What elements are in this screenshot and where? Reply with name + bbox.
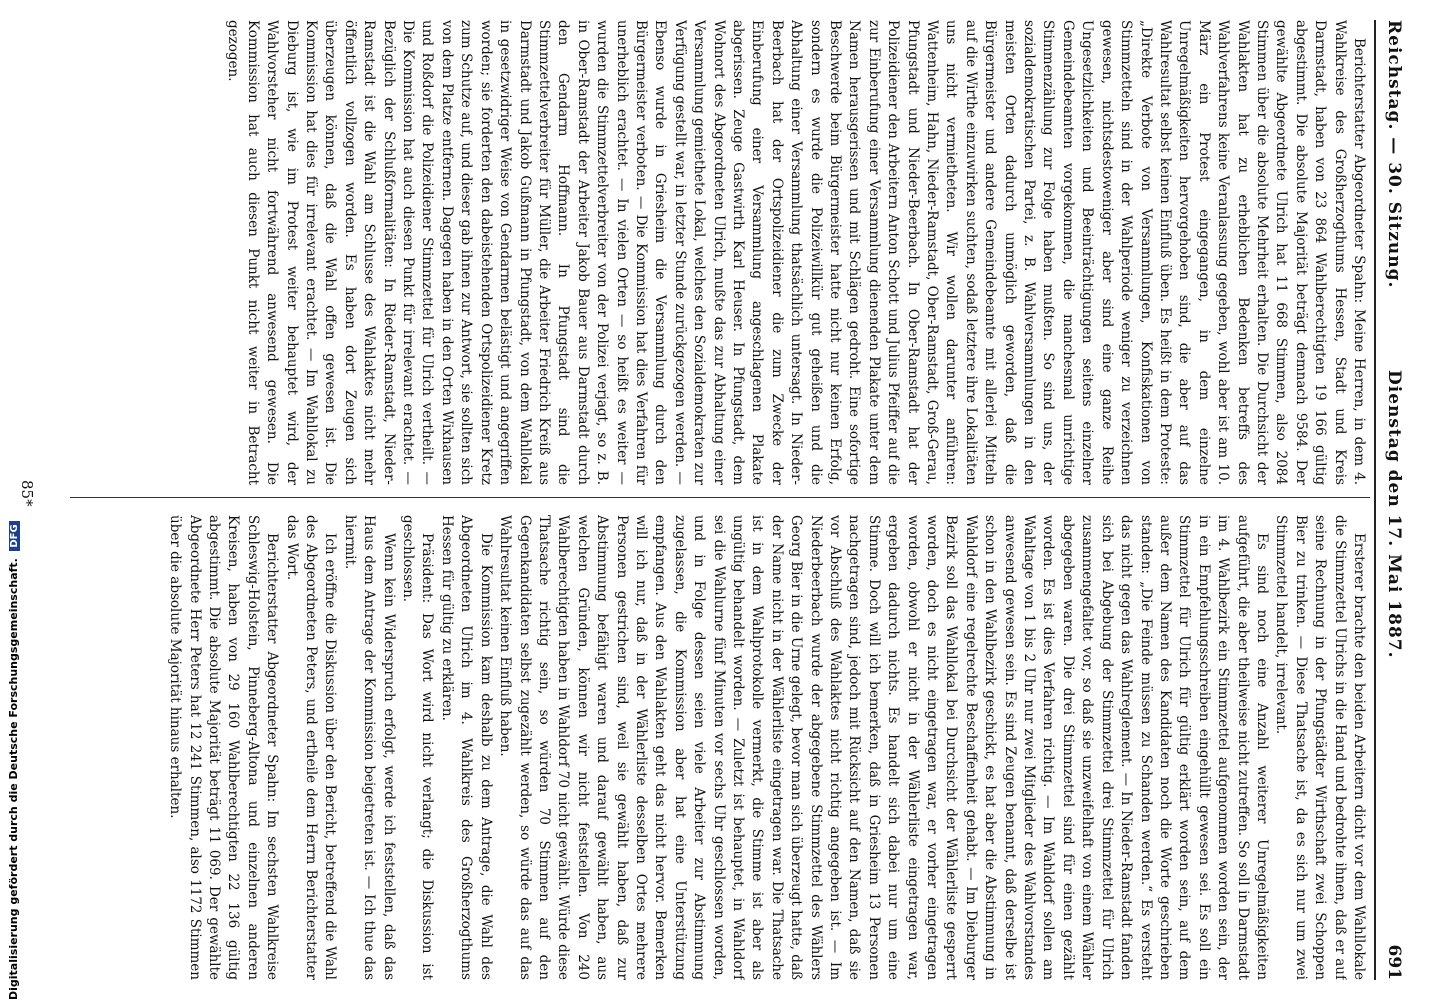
paragraph: Die Kommission kam deshalb zu dem Antrage, die Wahl des Abgeordneten Ulrich im 4. Wahlkreis des Großherzogthums Hessen für gültig zu erklären. — [438, 515, 494, 980]
paragraph: Wenn kein Widerspruch erfolgt, werde ich feststellen, daß das Haus dem Antrage der Kommission beigetreten ist. — Ich thue das hiermit. — [341, 515, 397, 980]
credit-text: Digitalisierung gefördert durch die Deutsche Forschungsgemeinschaft. — [7, 558, 20, 1000]
page-number: 691 — [1384, 944, 1404, 980]
header-date: Dienstag den 17. Mai 1887. — [1384, 370, 1404, 659]
header-left-title: Reichstag. — 30. Sitzung. — [1384, 20, 1404, 289]
signature-mark: 85* — [18, 480, 36, 507]
left-column — [72, 20, 1368, 485]
header-rule — [1374, 20, 1376, 980]
paragraph: Präsident: Das Wort wird nicht verlangt; die Diskussion ist geschlossen. — [400, 515, 436, 980]
paragraph: Es sind noch eine Anzahl weiterer Unregelmäßigkeiten aufgeführt, die aber theilweise nicht zutreffen. So soll in Darmstadt im 4. Wahlbezirk ein Stimmzettel aufgenommen worden sein, der in ein Empfehlungsschreiben eingehüllt gewesen sei. Es soll ein Stimmzettel für Ulrich für gültig erklärt worden sein, auf dem außer dem Namen des Kandidaten noch die Worte geschrieben standen: „Die Feinde müssen zu Schanden werden.“ Es versteht das nicht gegen das Wahlreglement. — In Nieder-Ramstadt fanden sich bei Abgebung der Stimmzettel drei Stimmzettel für Ulrich zusammengefaltet vor, so daß sie unzweifelhaft von einem Wähler abgegeben waren. Die drei Stimmzettel sind für einen gezählt worden. Es ist dies Verfahren richtig. — Im Wahldorf sollen am Wahltage von 1 bis 2 Uhr nur zwei Mitglieder des Wahlvorstandes anwesend gewesen sein. Es sind Zeugen benannt, daß derselbe ist schon in den Wahlbezirk geschickt, es hat aber die Abstimmung in Wahldorf eine regelrechte Beschaffenheit gehabt. — Im Dieburger Bezirk soll das Wahllokal bei Durchsicht der Wählerliste gesperrt worden, doch es nicht eingetragen war, er vorher eingetragen worden, obwohl er nicht in der Wählerliste eingetragen war, ergeben dadurch nichts. Es handelt sich dabei nur um eine Stimme. Doch will ich bemerken, daß in Griesheim 13 Personen nachgetragen sind, jedoch mit Rücksicht auf den Namen, daß sie vor Abschluß des Wahlaktes nicht richtig angegeben ist. — Im Niederbeerbach wurde der abgegebene Stimmzettel des Wählers Georg Bier in die Urne gelegt, bevor man sich überzeugt hatte, daß der Name nicht in der Wählerliste eingetragen war. Die Thatsache ist in dem Wahlprotokolle vermerkt, die Stimme ist aber als ungültig behandelt worden. — Zuletzt ist behauptet, in Wahldorf sei die Wahlurne fünf Minuten vor sechs Uhr geschlossen worden, und in Folge dessen seien viele Arbeiter zur Abstimmung zugelassen, die Kommission aber hat eine Unterstützung empfangen. Aus den Wahlakten geht das nicht hervor. Bemerken will ich nur, daß in der Wählerliste desselben Ortes mehrere Personen gestrichen sind, weil sie gewählt haben, daß zur Abstimmung befähigt waren und darauf gewählt haben, aus welchen Gründen, können wir nicht feststellen. Von 240 Wahlberechtigten haben in Wahldorf 70 nicht gewählt. Würde diese Thatsache richtig sein, so würden 70 Stimmen auf den Gegenkandidaten selbst zugezählt werden, so würde das auf das Wahlresultat keinen Einfluß haben. — [497, 515, 1270, 980]
paragraph: Berichterstatter Abgeordneter Spahn: Meine Herren, in dem 4. Wahlkreise des Großherzogthums Hessen, Stadt und Kreis Darmstadt, haben von 23 864 Wahlberechtigten 19 166 gültig abgestimmt. Die absolute Majorität beträgt demnach 9584. Der gewählte Abgeordnete Ulrich hat 11 668 Stimmen, also 2084 Stimmen über die absolute Mehrheit erhalten. Die Durchsicht der Wahlakten hat zu erheblichen Bedenken betreffs des Wahlverfahrens keine Veranlassung gegeben, wohl aber ist am 10. März ein Protest eingegangen, in dem einzelne Unregelmäßigkeiten hervorgehoben sind, die aber auf das Wahlresultat selbst keinen Einfluß üben. Es heißt in dem Proteste: „Direkte Verbote von Versammlungen, Konfiskationen von Stimmzetteln sind in der Wahlperiode weniger zu verzeichnen gewesen, nichtsdestoweniger aber sind eine ganze Reihe Ungesetzlichkeiten und Beeinträchtigungen seitens einzelner Gemeindebeamten vorgekommen, die manchesmal unrichtige Stimmenzählung zur Folge haben mußten. So sind uns, der sozialdemokratischen Partei, z. B. Wahlversammlungen in den meisten Orten dadurch unmöglich geworden, daß die Bürgermeister und andere Gemeindebeamte mit allerlei Mitteln auf die Wirthe einzuwirken suchten, sodaß letztere ihre Lokalitäten uns nicht vermietheten. Wir wollen darunter anführen: Wattenheim, Hahn, Nieder-Ramstadt, Ober-Ramstadt, Groß-Gerau, Pfungstadt und Nieder-Beerbach. In Ober-Ramstadt hat der Polizeidiener den Arbeitern Anton Schott und Julius Pfeiffer auf die zur Einberufung einer Versammlung dienenden Plakate unter dem Namen herausgerissen und mit Schlägen gedroht. Eine sofortige Beschwerde beim Bürgermeister hatte nicht nur keinen Erfolg, sondern es wurde die Polizeiwillkür gut geheißen und die Abhaltung einer Versammlung thatsächlich untersagt. In Nieder-Beerbach hat der Ortspolizeidiener die zum Zwecke der Einberufung einer Versammlung angeschlagenen Plakate abgerissen. Zeuge Gastwirth Karl Heuser. In Pfungstadt, dem Wohnort des Abgeordneten Ulrich, mußte das zur Abhaltung einer Versammlung gemiethete Lokal, welches den Sozialdemokraten zur Verfügung gestellt war, in letzter Stunde zurückgezogen werden. — Ebenso wurde in Griesheim die Versammlung durch den Bürgermeister verboten. — Die Kommission hat dies Verfahren für unerheblich erachtet. — In vielen Orten — so heißt es weiter — wurden die Stimmzettelverbreiter von der Polizei verjagt, so z. B. in Ober-Ramstadt der Arbeiter Jakob Bauer aus Darmstadt durch den Gendarm Hoffmann. In Pfungstadt sind die Stimmzettelverbreiter für Müller, die Arbeiter Friedrich Kreiß aus Darmstadt und Jakob Gußmann in Pfungstadt, von dem Wahllokal in gesetzwidriger Weise von Gendarmen belästigt und angegriffen worden; sie forderten den dabeistehenden Ortspolizeidiener Kretz zum Schutze auf, und dieser gab ihnen zur Antwort, sie sollten sich von dem Platze entfernen. Dagegen haben in den Orten Wixhausen und Roßdorf die Polizeidiener Stimmzettel für Ulrich vertheilt. — Die Kommission hat auch diesen Punkt für irrelevant erachtet. — Bezüglich der Schlußformalitäten: In Rieder-Ramstadt, Nieder-Ramstadt ist die Wahl am Schlusse des Wahlaktes nicht mehr öffentlich vollzogen worden. Es haben dort Zeugen sich überzeugen können, daß die Wahl offen gewesen ist. Die Kommission hat dies für irrelevant erachtet. — Im Wahllokal zu Dieburg ist, wie im Protest weiter behauptet wird, der Wahlvorsteher nicht fortwährend anwesend gewesen. Die Kommission hat auch diesen Punkt nicht weiter in Betracht gezogen. — [225, 20, 1367, 485]
digitization-credit — [2, 0, 26, 1000]
right-column — [72, 515, 1368, 980]
paragraph: Ersterer brachte den beiden Arbeitern dicht vor dem Wahllokale die Stimmzettel Ulrichs in die Hand und bedrohte ihnen, daß er auf seine Rechnung in der Pfungstädter Wirthschaft zwei Schoppen Bier zu trinken. — Diese Thatsache ist, da es sich nur um zwei Stimmzettel handelt, irrelevant. — [1273, 515, 1367, 980]
dfg-logo: DFG — [9, 521, 20, 550]
paragraph: Berichterstatter Abgeordneter Spahn: Im sechsten Wahlkreise Schleswig-Holstein, Pinneberg-Altona und einzelnen anderen Kreisen, haben von 29 160 Wahlberechtigten 22 136 gültig abgestimmt. Die absolute Majorität beträgt 11 069. Der gewählte Abgeordnete Herr Peters hat 12 241 Stimmen, also 1172 Stimmen über die absolute Majorität hinaus erhalten. — [167, 515, 281, 980]
column-divider — [70, 497, 1370, 498]
scanned-sheet — [12, 0, 1416, 1000]
page-header — [1376, 20, 1410, 980]
paragraph: Ich eröffne die Diskussion über den Bericht, betreffend die Wahl des Abgeordneten Peters, und ertheile dem Herrn Berichterstatter das Wort. — [283, 515, 339, 980]
